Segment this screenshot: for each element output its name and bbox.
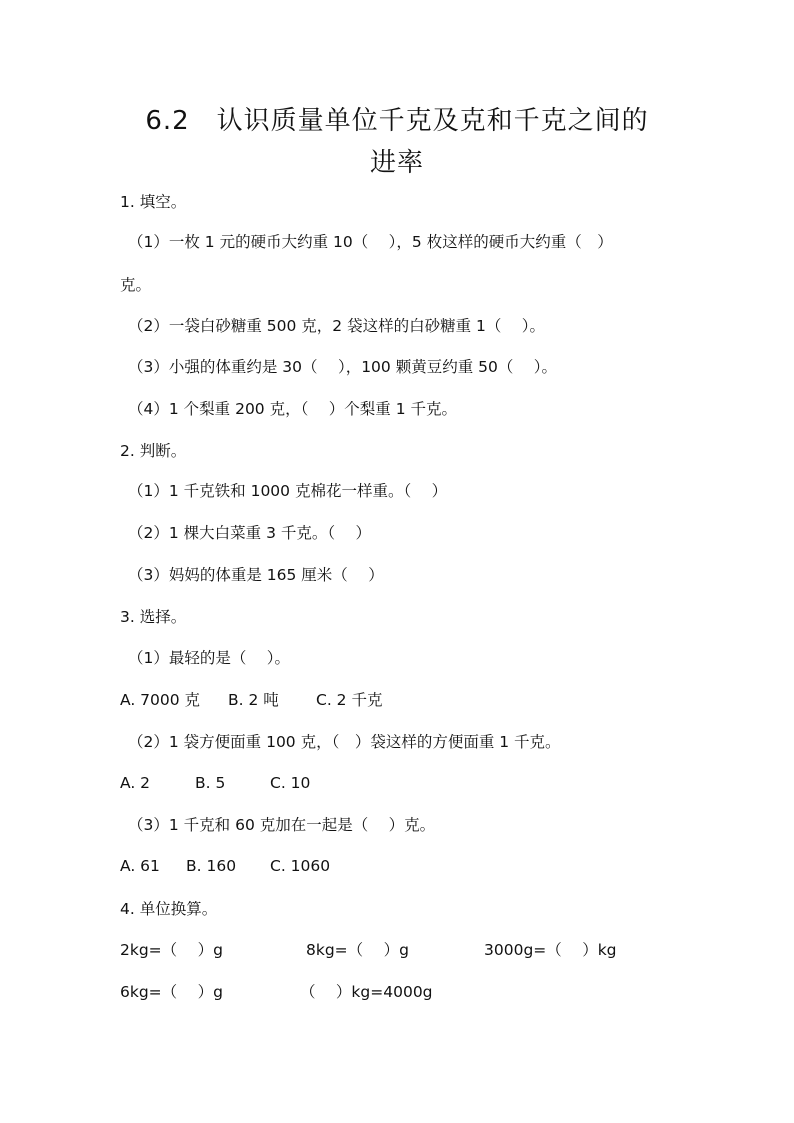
s2-question3: （3）妈妈的体重是 165 厘米（ ） <box>128 566 384 584</box>
section4-heading: 4. 单位换算。 <box>120 900 218 918</box>
section2-heading: 2. 判断。 <box>120 442 187 460</box>
s4-conversion-5: （ ）kg=4000g <box>300 983 433 1001</box>
s4-conversion-1: 2kg=（ ）g <box>120 941 223 959</box>
s3-q1-option-b: B. 2 吨 <box>228 691 279 709</box>
s3-q1-option-a: A. 7000 克 <box>120 691 201 709</box>
s2-question2: （2）1 棵大白菜重 3 千克。（ ） <box>128 524 372 542</box>
s4-conversion-3: 3000g=（ ）kg <box>484 941 617 959</box>
section3-heading: 3. 选择。 <box>120 608 187 626</box>
s1-question2: （2）一袋白砂糖重 500 克，2 袋这样的白砂糖重 1（ ）。 <box>128 317 546 335</box>
s3-q2-option-c: C. 10 <box>270 774 311 792</box>
page-title-line2: 进率 <box>369 148 424 178</box>
s3-q2-option-b: B. 5 <box>195 774 226 792</box>
section1-heading: 1. 填空。 <box>120 193 187 211</box>
s4-conversion-4: 6kg=（ ）g <box>120 983 223 1001</box>
s1-question4: （4）1 个梨重 200 克，（ ）个梨重 1 千克。 <box>128 400 457 418</box>
s4-conversion-2: 8kg=（ ）g <box>306 941 409 959</box>
s3-question3: （3）1 千克和 60 克加在一起是（ ）克。 <box>128 816 436 834</box>
s1-question3: （3）小强的体重约是 30（ ），100 颗黄豆约重 50（ ）。 <box>128 358 558 376</box>
s3-question2: （2）1 袋方便面重 100 克，（ ）袋这样的方便面重 1 千克。 <box>128 733 561 751</box>
s3-q3-option-a: A. 61 <box>120 857 160 875</box>
s1-question1: （1）一枚 1 元的硬币大约重 10（ ），5 枚这样的硬币大约重（ ） <box>128 233 613 251</box>
page-title-line1: 6.2 认识质量单位千克及克和千克之间的 <box>145 106 649 136</box>
s1-question1-continued: 克。 <box>120 276 152 294</box>
s2-question1: （1）1 千克铁和 1000 克棉花一样重。（ ） <box>128 482 448 500</box>
s3-q1-option-c: C. 2 千克 <box>316 691 383 709</box>
s3-question1: （1）最轻的是（ ）。 <box>128 649 291 667</box>
s3-q2-option-a: A. 2 <box>120 774 151 792</box>
s3-q3-option-c: C. 1060 <box>270 857 331 875</box>
s3-q3-option-b: B. 160 <box>186 857 237 875</box>
